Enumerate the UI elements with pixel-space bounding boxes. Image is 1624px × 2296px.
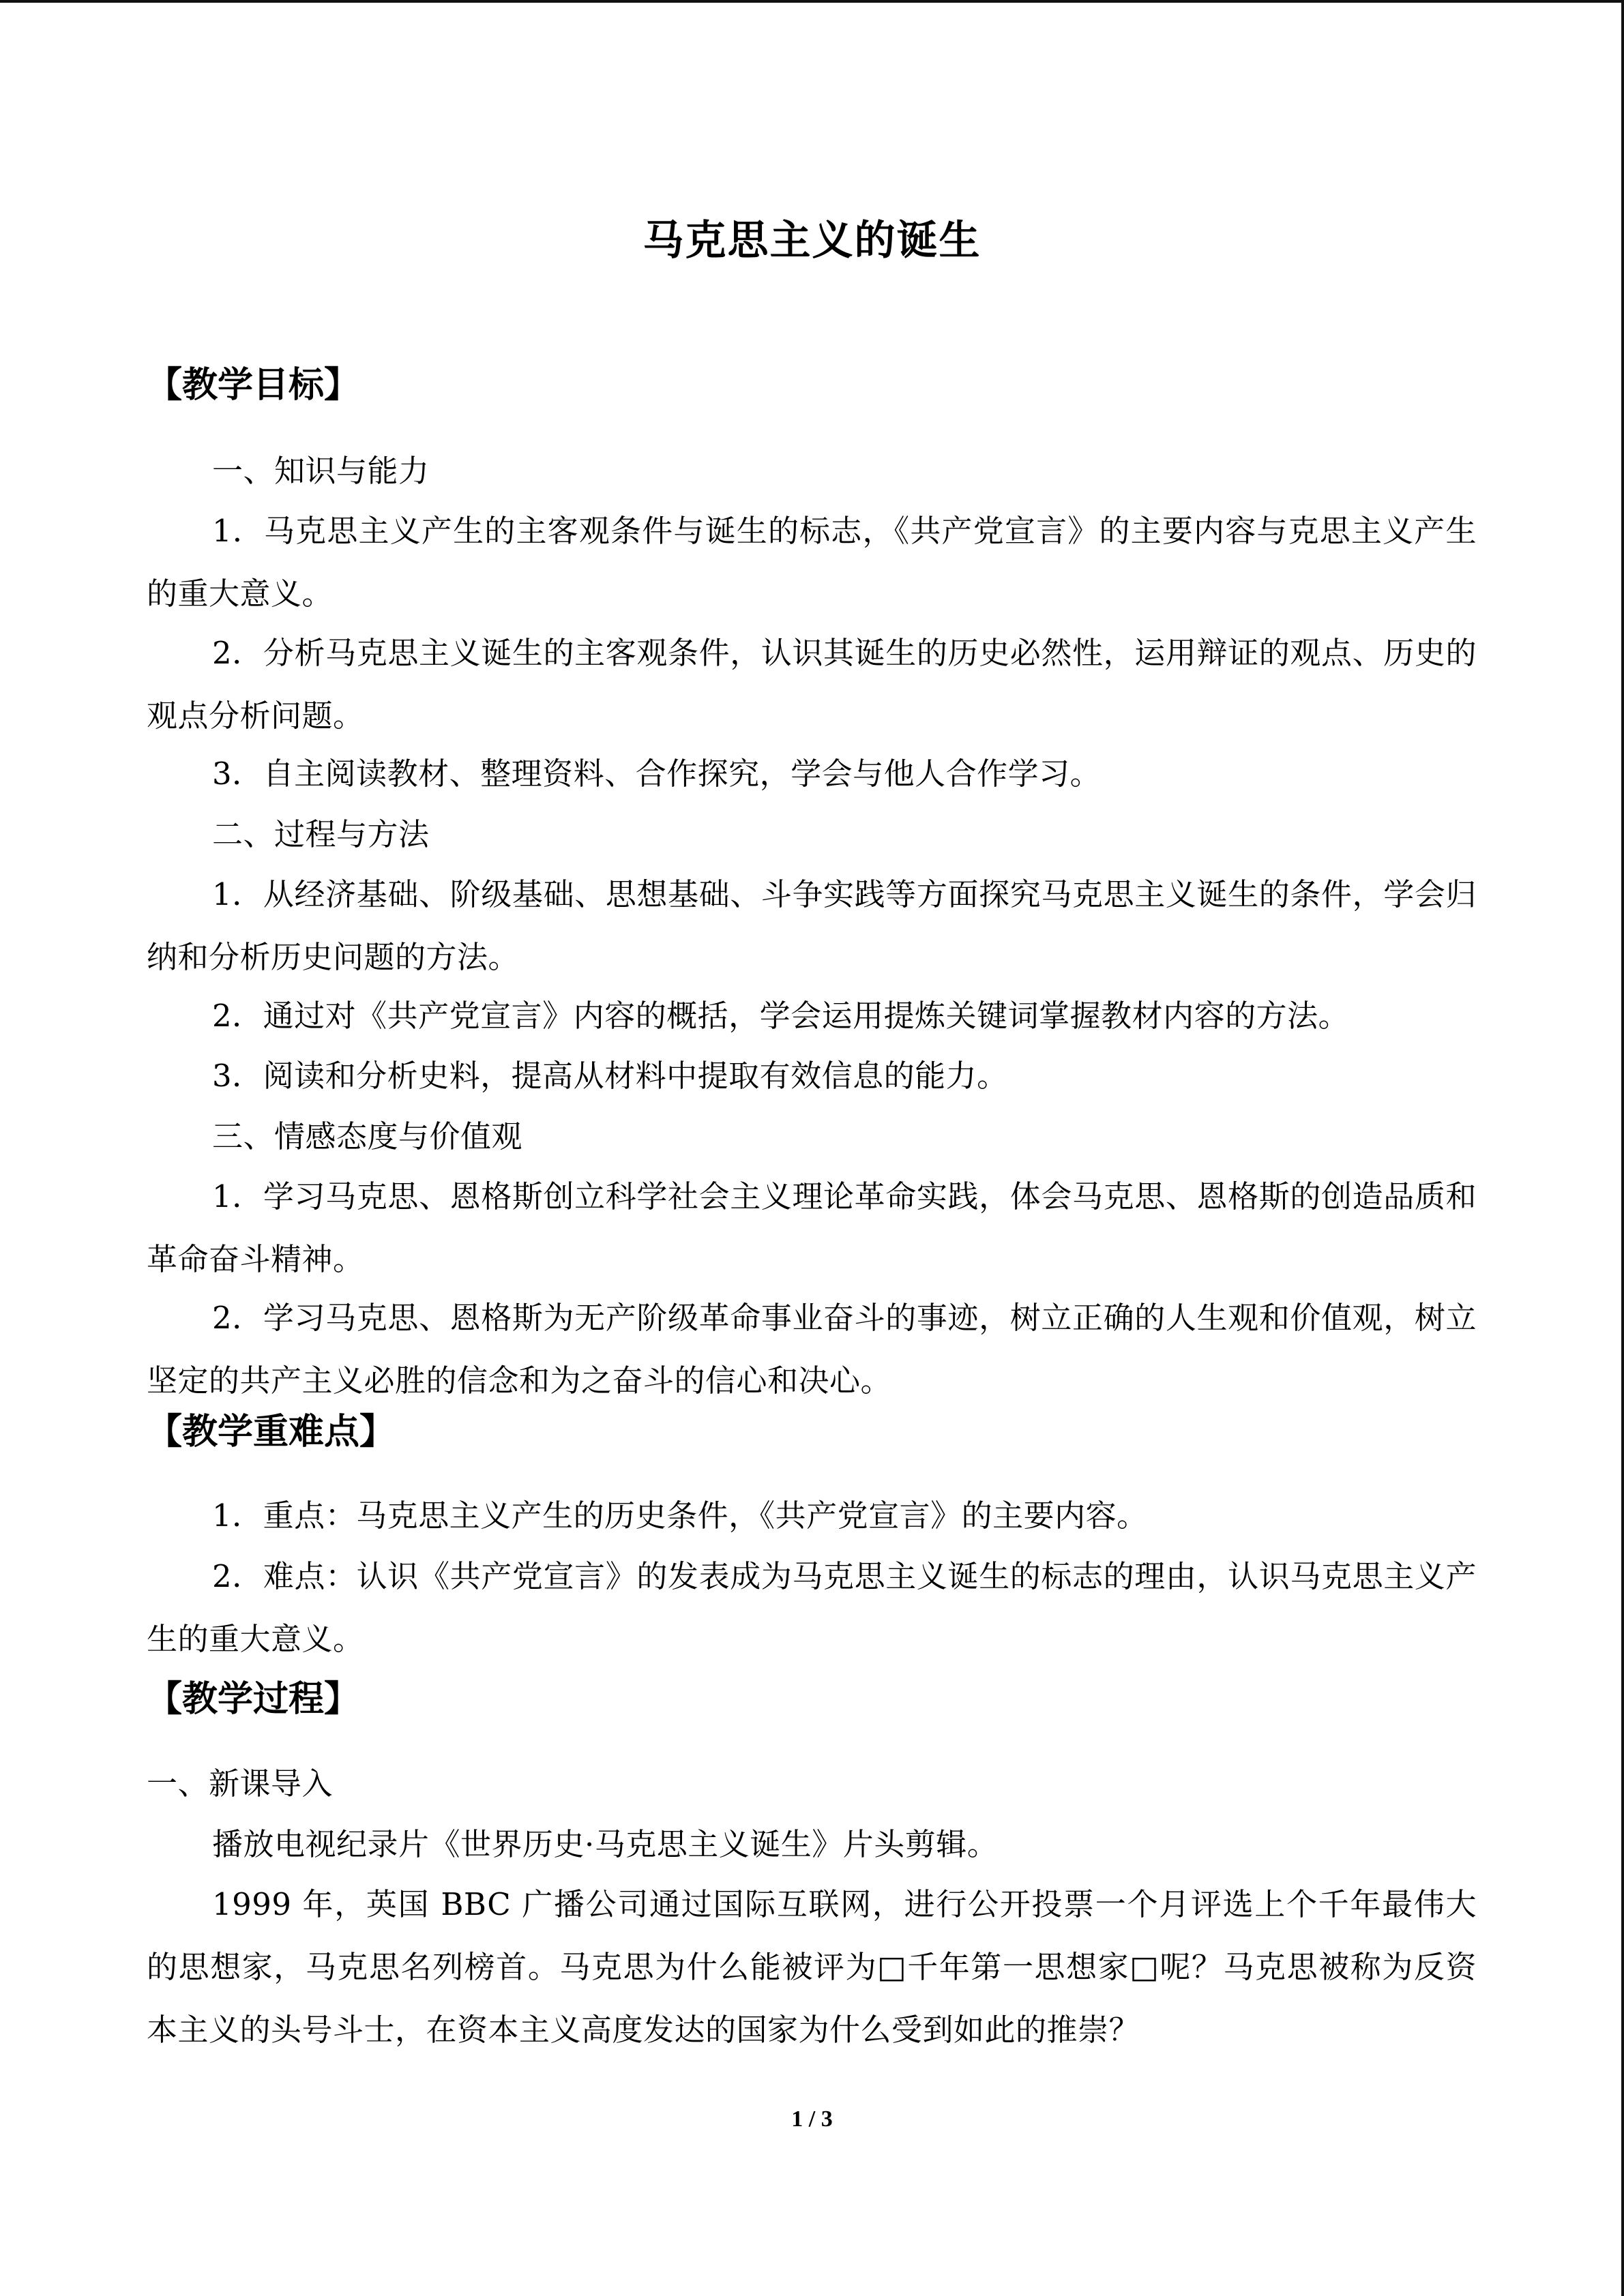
objective-process-3: 3．阅读和分析史料，提高从材料中提取有效信息的能力。: [212, 1058, 1008, 1094]
page-number: 1 / 3: [791, 2106, 833, 2132]
section-heading-process: 【教学过程】: [147, 1678, 360, 1720]
subheading-emotion-values: 三、情感态度与价值观: [212, 1118, 523, 1154]
objective-knowledge-2: 2．分析马克思主义诞生的主客观条件，认识其诞生的历史必然性，运用辩证的观点、历史的观点分析问题。: [147, 635, 1477, 734]
subheading-new-lesson-intro: 一、新课导入: [147, 1765, 334, 1802]
objective-emotion-1: 1．学习马克思、恩格斯创立科学社会主义理论革命实践，体会马克思、恩格斯的创造品质和革命奋斗精神。: [147, 1178, 1477, 1277]
subheading-process-method: 二、过程与方法: [212, 816, 430, 852]
intro-paragraph-1: 播放电视纪录片《世界历史·马克思主义诞生》片头剪辑。: [212, 1826, 999, 1862]
intro-paragraph-2: 1999 年，英国 BBC 广播公司通过国际互联网，进行公开投票一个月评选上个千年最伟大的思想家，马克思名列榜首。马克思为什么能被评为□千年第一思想家□呢？马克思被称为反资本主义的头号斗士，在资本主义高度发达的国家为什么受到如此的推崇？: [147, 1886, 1477, 2048]
section-heading-key-points: 【教学重难点】: [147, 1411, 396, 1452]
page-border-top: [0, 0, 1624, 3]
document-title: 马克思主义的诞生: [643, 217, 981, 265]
objective-emotion-2: 2．学习马克思、恩格斯为无产阶级革命事业奋斗的事迹，树立正确的人生观和价值观，树立坚定的共产主义必胜的信念和为之奋斗的信心和决心。: [147, 1300, 1477, 1399]
objective-knowledge-3: 3．自主阅读教材、整理资料、合作探究，学会与他人合作学习。: [212, 756, 1102, 792]
objective-knowledge-1: 1．马克思主义产生的主客观条件与诞生的标志，《共产党宣言》的主要内容与克思主义产生的重大意义。: [147, 513, 1477, 612]
objective-process-1: 1．从经济基础、阶级基础、思想基础、斗争实践等方面探究马克思主义诞生的条件，学会归纳和分析历史问题的方法。: [147, 876, 1477, 975]
section-heading-objectives: 【教学目标】: [147, 364, 360, 406]
objective-process-2: 2．通过对《共产党宣言》内容的概括，学会运用提炼关键词掌握教材内容的方法。: [212, 998, 1350, 1034]
subheading-knowledge-ability: 一、知识与能力: [212, 453, 430, 489]
key-point-1: 1．重点：马克思主义产生的历史条件，《共产党宣言》的主要内容。: [212, 1497, 1148, 1534]
page-border-right: [1621, 0, 1624, 2296]
key-point-2: 2．难点：认识《共产党宣言》的发表成为马克思主义诞生的标志的理由，认识马克思主义产生的重大意义。: [147, 1558, 1477, 1657]
